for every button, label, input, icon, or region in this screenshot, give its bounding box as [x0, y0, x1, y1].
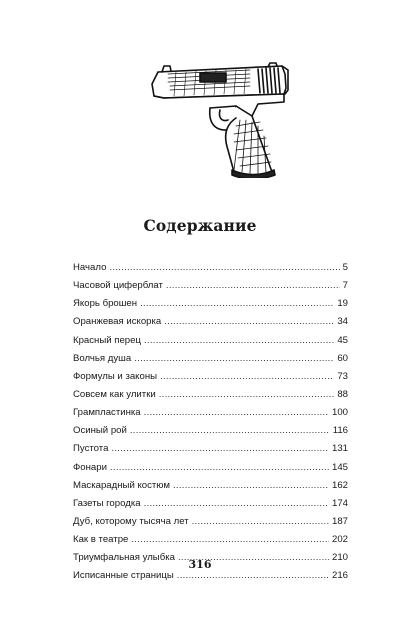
toc-title: Содержание: [143, 216, 257, 235]
dot-leader: [144, 335, 334, 346]
toc-entry[interactable]: [73, 534, 348, 552]
toc-entry[interactable]: [73, 262, 348, 280]
dot-leader: [192, 516, 329, 527]
toc-entry-page: 60: [337, 352, 348, 364]
toc-entry-page: 7: [342, 280, 348, 292]
dot-leader: [130, 425, 330, 436]
dot-leader: [111, 443, 329, 454]
toc-entry[interactable]: [73, 298, 348, 316]
pistol-illustration-icon: [140, 60, 290, 178]
toc-entry-label: Грампластинка: [73, 407, 141, 419]
toc-entry-page: 210: [331, 552, 348, 564]
toc-entry[interactable]: [73, 371, 348, 389]
dot-leader: [144, 407, 329, 418]
toc-entry-label: Осиный рой: [73, 425, 127, 437]
dot-leader: [109, 262, 339, 273]
toc-entry-page: 174: [331, 497, 348, 509]
toc-entry[interactable]: [73, 480, 348, 498]
toc-entry-label: Начало: [73, 262, 107, 273]
toc-entry[interactable]: [73, 280, 348, 298]
toc-entry-page: 116: [332, 425, 348, 437]
toc-entry-page: 145: [331, 461, 348, 473]
toc-entry-page: 88: [337, 388, 348, 400]
toc-entry-label: Якорь брошен: [73, 298, 138, 310]
dot-leader: [131, 534, 329, 545]
toc-entry-page: 202: [331, 534, 348, 546]
toc-entry[interactable]: [73, 335, 348, 353]
toc-entry[interactable]: [73, 425, 348, 443]
toc-entry[interactable]: [73, 462, 348, 480]
dot-leader: [164, 316, 334, 327]
toc-entry-page: 34: [337, 316, 348, 328]
toc-entry-label: Как в театре: [73, 534, 129, 546]
table-of-contents: [73, 262, 348, 589]
toc-entry[interactable]: [73, 516, 348, 534]
toc-entry-page: 19: [337, 298, 348, 310]
toc-entry[interactable]: [73, 389, 348, 407]
dot-leader: [159, 389, 335, 400]
toc-entry-label: Совсем как улитки: [73, 388, 156, 400]
toc-entry-page: 131: [331, 443, 348, 455]
toc-entry-page: 73: [337, 370, 348, 382]
dot-leader: [166, 280, 340, 291]
dot-leader: [160, 371, 334, 382]
page-number: 316: [188, 558, 212, 571]
toc-entry-page: 5: [342, 262, 348, 273]
toc-entry-label: Волчья душа: [73, 352, 132, 364]
toc-entry-label: Красный перец: [73, 334, 141, 346]
toc-entry-label: Часовой циферблат: [73, 280, 163, 292]
dot-leader: [110, 462, 329, 473]
dot-leader: [140, 298, 334, 309]
dot-leader: [177, 570, 329, 581]
toc-entry[interactable]: [73, 498, 348, 516]
toc-entry[interactable]: [73, 316, 348, 334]
toc-entry-label: Формулы и законы: [73, 370, 158, 382]
toc-entry-page: 100: [331, 407, 348, 419]
toc-entry-label: Исписанные страницы: [73, 570, 174, 582]
toc-entry-page: 187: [331, 515, 348, 527]
toc-entry[interactable]: [73, 407, 348, 425]
toc-entry-label: Триумфальная улыбка: [73, 552, 175, 564]
toc-entry-label: Газеты городка: [73, 497, 141, 509]
toc-entry[interactable]: [73, 570, 348, 588]
toc-entry-label: Фонари: [73, 461, 107, 473]
toc-entry-label: Пустота: [73, 443, 109, 455]
toc-entry-page: 45: [337, 334, 348, 346]
toc-entry-label: Маскарадный костюм: [73, 479, 170, 491]
toc-entry-page: 162: [331, 479, 348, 491]
toc-entry[interactable]: [73, 443, 348, 461]
toc-entry-label: Оранжевая искорка: [73, 316, 162, 328]
toc-entry-label: Дуб, которому тысяча лет: [73, 515, 189, 527]
toc-entry[interactable]: [73, 353, 348, 371]
dot-leader: [173, 480, 329, 491]
toc-entry-page: 216: [331, 570, 348, 582]
dot-leader: [144, 498, 329, 509]
dot-leader: [134, 353, 334, 364]
